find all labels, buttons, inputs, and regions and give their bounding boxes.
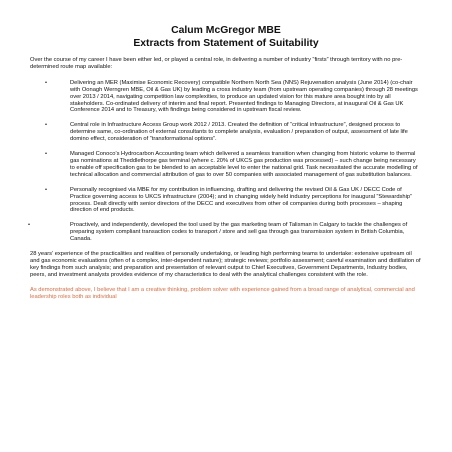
bullet-icon: • xyxy=(45,79,48,86)
list-item xyxy=(30,80,422,115)
document-subtitle: Extracts from Statement of Suitability xyxy=(133,38,319,49)
bullet-icon: • xyxy=(45,122,48,129)
list-item-text: Central role in Infrastructure Access Group work 2012 / 2013. Created the definition of “critical infrastructure”, designed process to determine same, co-ordination of external consultants to complete analysis, evaluation / preparation of output, assessment of late life domino effect, consideration of “transformational options”. xyxy=(70,122,408,143)
list-item xyxy=(30,222,422,243)
bullet-icon: • xyxy=(45,186,48,193)
list-item-text: Proactively, and independently, developed the tool used by the gas marketing team of Talisman in Calgary to tackle the challenges of preparing system compliant transaction codes to transport / store and sell gas through gas transmission system in British Columbia, Canada. xyxy=(70,222,408,243)
list-item-text: Managed Conoco’s Hydrocarbon Accounting team which delivered a seamless transition when changing from historic volume to thermal gas nominations at Theddlethorpe gas terminal (where c. 20% of UKCS gas production was processed) – such change being necessary to enable off specification gas to be blended to an acceptable level to enter the national grid. Task necessitated the accurate modelling of technical allocation and commercial attribution of gas to over 50 companies with associated management of gas substitution balances. xyxy=(70,151,418,178)
document-title: Calum McGregor MBE xyxy=(171,25,281,36)
list-item xyxy=(30,187,422,215)
list-item-text: Personally recognised via MBE for my contribution in influencing, drafting and delivering the revised Oil & Gas UK / DECC Code of Practice governing access to UKCS infrastructure (2004); and in changing widely held industry perceptions for inaugural “Stewardship” process. Dealt directly with senior directors of the DECC and executives from other oil companies during both processes – shaping direction of end products. xyxy=(70,186,412,214)
achievements-list xyxy=(30,80,422,243)
list-item-text: Delivering an MER (Maximise Economic Recovery) compatible Northern North Sea (NNS) Rejuvenation analysis (June 2014) (co-chair with Oonagh Werngren MBE, Oil & Gas UK) by leading a cross industry team (from upstream operating companies) through 28 meetings over 2013 / 2014, navigating competition law complexities, to produce an updated vision for this mature area bought into by all stakeholders. Co-ordinated delivery of interim and final report. Presented findings to Managing Directors, at inaugural Oil & Gas UK Conference 2014 and to Treasury, with findings being considered in upstream fiscal review. xyxy=(70,79,418,114)
bullet-icon: • xyxy=(28,222,31,229)
list-item xyxy=(30,151,422,179)
bullet-icon: • xyxy=(45,151,48,158)
experience-paragraph: 28 years’ experience of the practicalities and realities of personally undertaking, or leading high performing teams to undertake: extensive upstream oil and gas economic evaluations (often of a complex, inter-dependent nature); strategic reviews; portfolio assessment; careful examination and distillation of key findings from such analysis; and preparation and presentation of relevant output to Chief Executives, Government Departments, Industry bodies, peers, and investment analysts provides evidence of my characteristics to deal with the analytical challenges consistent with the role. xyxy=(30,251,421,278)
intro-paragraph: Over the course of my career I have been either led, or played a central role, in delivering a number of industry “firsts” through territory with no pre-determined route map available: xyxy=(30,57,403,70)
list-item xyxy=(30,122,422,143)
closing-paragraph: As demonstrated above, I believe that I am a creative thinking, problem solver with experience gained from a broad range of analytical, commercial and leadership roles both as individual xyxy=(30,286,415,300)
